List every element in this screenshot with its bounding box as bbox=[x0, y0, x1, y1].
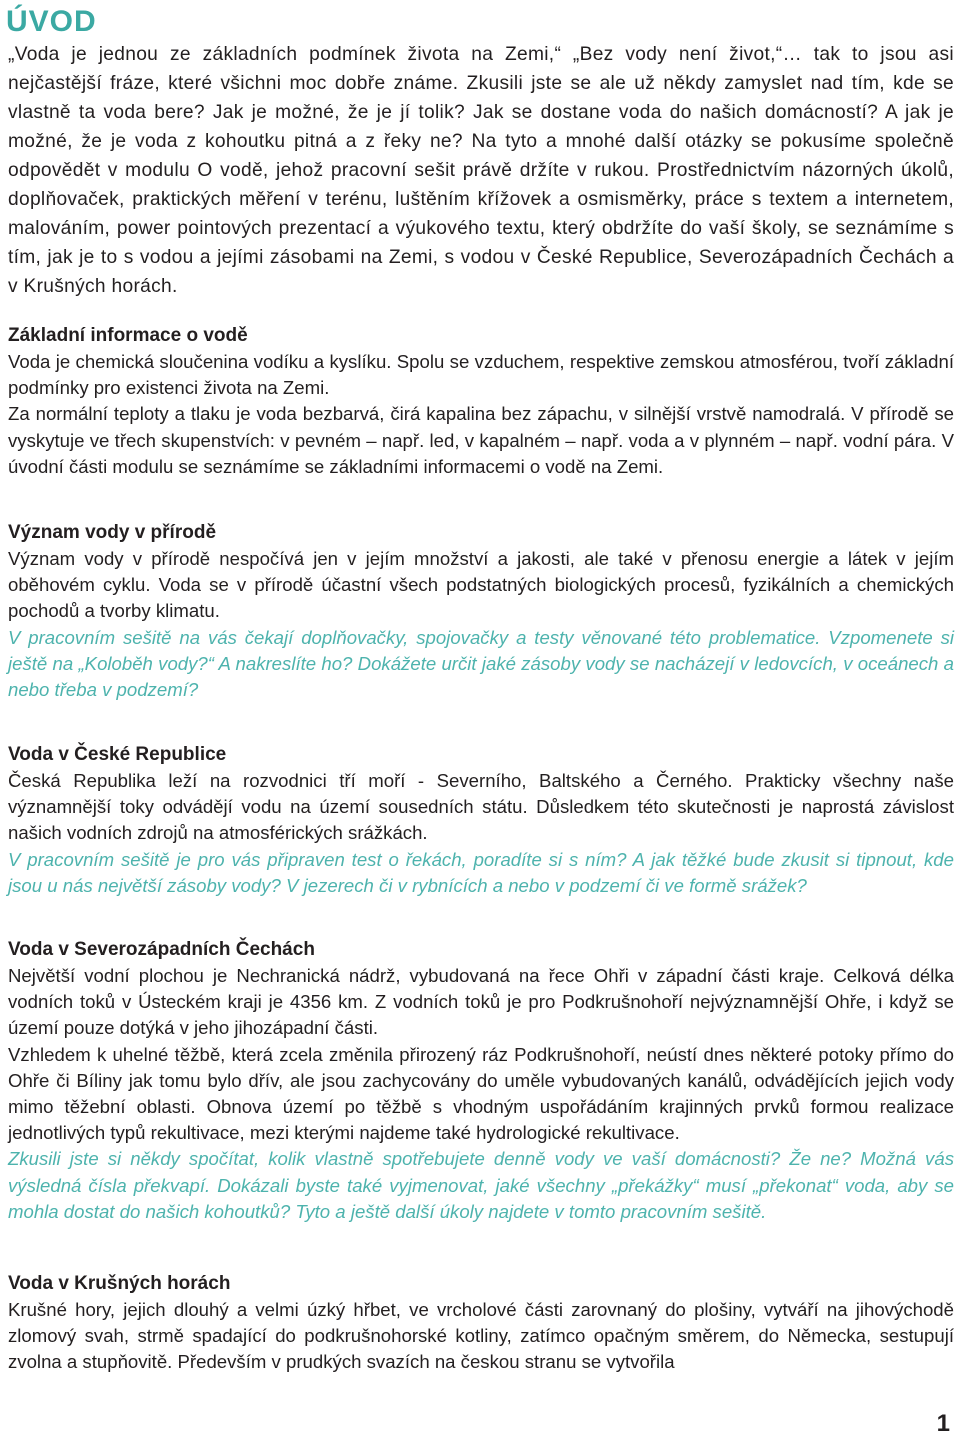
section-heading: Voda v České Republice bbox=[8, 744, 227, 765]
task-paragraph: V pracovním sešitě na vás čekají doplňovačky, spojovačky a testy věnované této problematice. Vzpomenete si ještě na „Koloběh vody?“ A nakreslíte ho? Dokážete určit jaké zásoby vody se nacházejí v ledovcích, v oceánech a nebo třeba v podzemí? bbox=[8, 626, 954, 701]
section-paragraph: Česká Republika leží na rozvodnici tří moří - Severního, Baltského a Černého. Prakticky všechny naše významnější toky odvádějí vodu na území sousedních státu. Důsledkem této skutečnosti je naprostá závislost našich vodních zdrojů na atmosférických srážkách. bbox=[8, 770, 954, 844]
section-heading: Význam vody v přírodě bbox=[8, 522, 217, 543]
section-czech-republic bbox=[8, 742, 954, 899]
section-northwest-bohemia bbox=[8, 937, 954, 1225]
section-ore-mountains bbox=[8, 1271, 954, 1376]
page-number: 1 bbox=[936, 1410, 950, 1437]
section-heading: Základní informace o vodě bbox=[8, 325, 248, 346]
section-paragraph: Voda je chemická sloučenina vodíku a kyslíku. Spolu se vzduchem, respektive zemskou atmosférou, tvoří základní podmínky pro existenci života na Zemi. bbox=[8, 351, 954, 399]
section-basic-info bbox=[8, 323, 954, 480]
section-paragraph: Největší vodní plochou je Nechranická nádrž, vybudovaná na řece Ohři v západní části kraje. Celková délka vodních toků v Ústeckém kraji je 4356 km. Z vodních toků je pro Podkrušnohoří nejvýznamnější Ohře, i když se území pouze dotýká v jeho jihozápadní části. bbox=[8, 965, 954, 1039]
section-paragraph: Za normální teploty a tlaku je voda bezbarvá, čirá kapalina bez zápachu, v silnější vrstvě namodralá. V přírodě se vyskytuje ve třech skupenstvích: v pevném – např. led, v kapalném – např. voda a v plynném – např. vodní pára. V úvodní části modulu se seznámíme se základními informacemi o vodě na Zemi. bbox=[8, 403, 954, 477]
task-paragraph: Zkusili jste si někdy spočítat, kolik vlastně spotřebujete denně vody ve vaší domácnosti? Že ne? Možná vás výsledná čísla překvapí. Dokázali byste také vyjmenovat, jaké všechny „překážky“ musí „překonat“ voda, aby se mohla dostat do našich kohoutků? Tyto a ještě další úkoly najdete v tomto pracovním sešitě. bbox=[8, 1148, 954, 1222]
section-heading: Voda v Severozápadních Čechách bbox=[8, 939, 315, 960]
intro-paragraph: „Voda je jednou ze základních podmínek života na Zemi,“ „Bez vody není život,“… tak to jsou asi nejčastější fráze, které všichni moc dobře známe. Zkusili jste se ale už někdy zamyslet nad tím, kde se vlastně ta voda bere? Jak je možné, že je jí tolik? Jak se dostane voda do našich domácností? A jak je možné, že je voda z kohoutku pitná a z řeky ne? Na tyto a mnohé další otázky se pokusíme společně odpovědět v modulu O vodě, jehož pracovní sešit právě držíte v rukou. Prostřednictvím názorných úkolů, doplňovaček, praktických měření v terénu, luštěním křížovek a osmisměrky, práce s textem a internetem, malováním, power pointových prezentací a výukového textu, který obdržíte do vaší školy, se seznámíme s tím, jak je to s vodou a jejími zásobami na Zemi, s vodou v České Republice, Severozápadních Čechách a v Krušných horách. bbox=[8, 44, 954, 297]
section-heading: Voda v Krušných horách bbox=[8, 1273, 231, 1294]
section-paragraph: Význam vody v přírodě nespočívá jen v jejím množství a jakosti, ale také v přenosu energie a látek v jejím oběhovém cyklu. Voda se v přírodě účastní všech podstatných biologických procesů, fyzikálních a chemických pochodů a tvorby klimatu. bbox=[8, 548, 954, 622]
page-title: ÚVOD bbox=[6, 5, 97, 38]
section-water-in-nature bbox=[8, 520, 954, 703]
section-paragraph: Vzhledem k uhelné těžbě, která zcela změnila přirozený ráz Podkrušnohoří, neústí dnes některé potoky přímo do Ohře či Bíliny jak tomu bylo dřív, ale jsou zachycovány do uměle vybudovaných kanálů, odvádějících jejich vody mimo těžební oblasti. Obnova území po těžbě s vhodným uspořádáním krajinných prvků formou realizace jednotlivých typů rekultivace, mezi kterými najdeme také hydrologické rekultivace. bbox=[8, 1043, 954, 1144]
section-paragraph: Krušné hory, jejich dlouhý a velmi úzký hřbet, ve vrcholové části zarovnaný do plošiny, vytváří na jihovýchodě zlomový svah, strmě spadající do podkrušnohorské kotliny, zatímco opačným směrem, do Německa, sestupují zvolna a stupňovitě. Především v prudkých svazích na českou stranu se vytvořila bbox=[8, 1299, 954, 1373]
task-paragraph: V pracovním sešitě je pro vás připraven test o řekách, poradíte si s ním? A jak těžké bude zkusit si tipnout, kde jsou u nás největší zásoby vody? V jezerech či v rybnících a nebo v podzemí či ve formě srážek? bbox=[8, 848, 954, 896]
